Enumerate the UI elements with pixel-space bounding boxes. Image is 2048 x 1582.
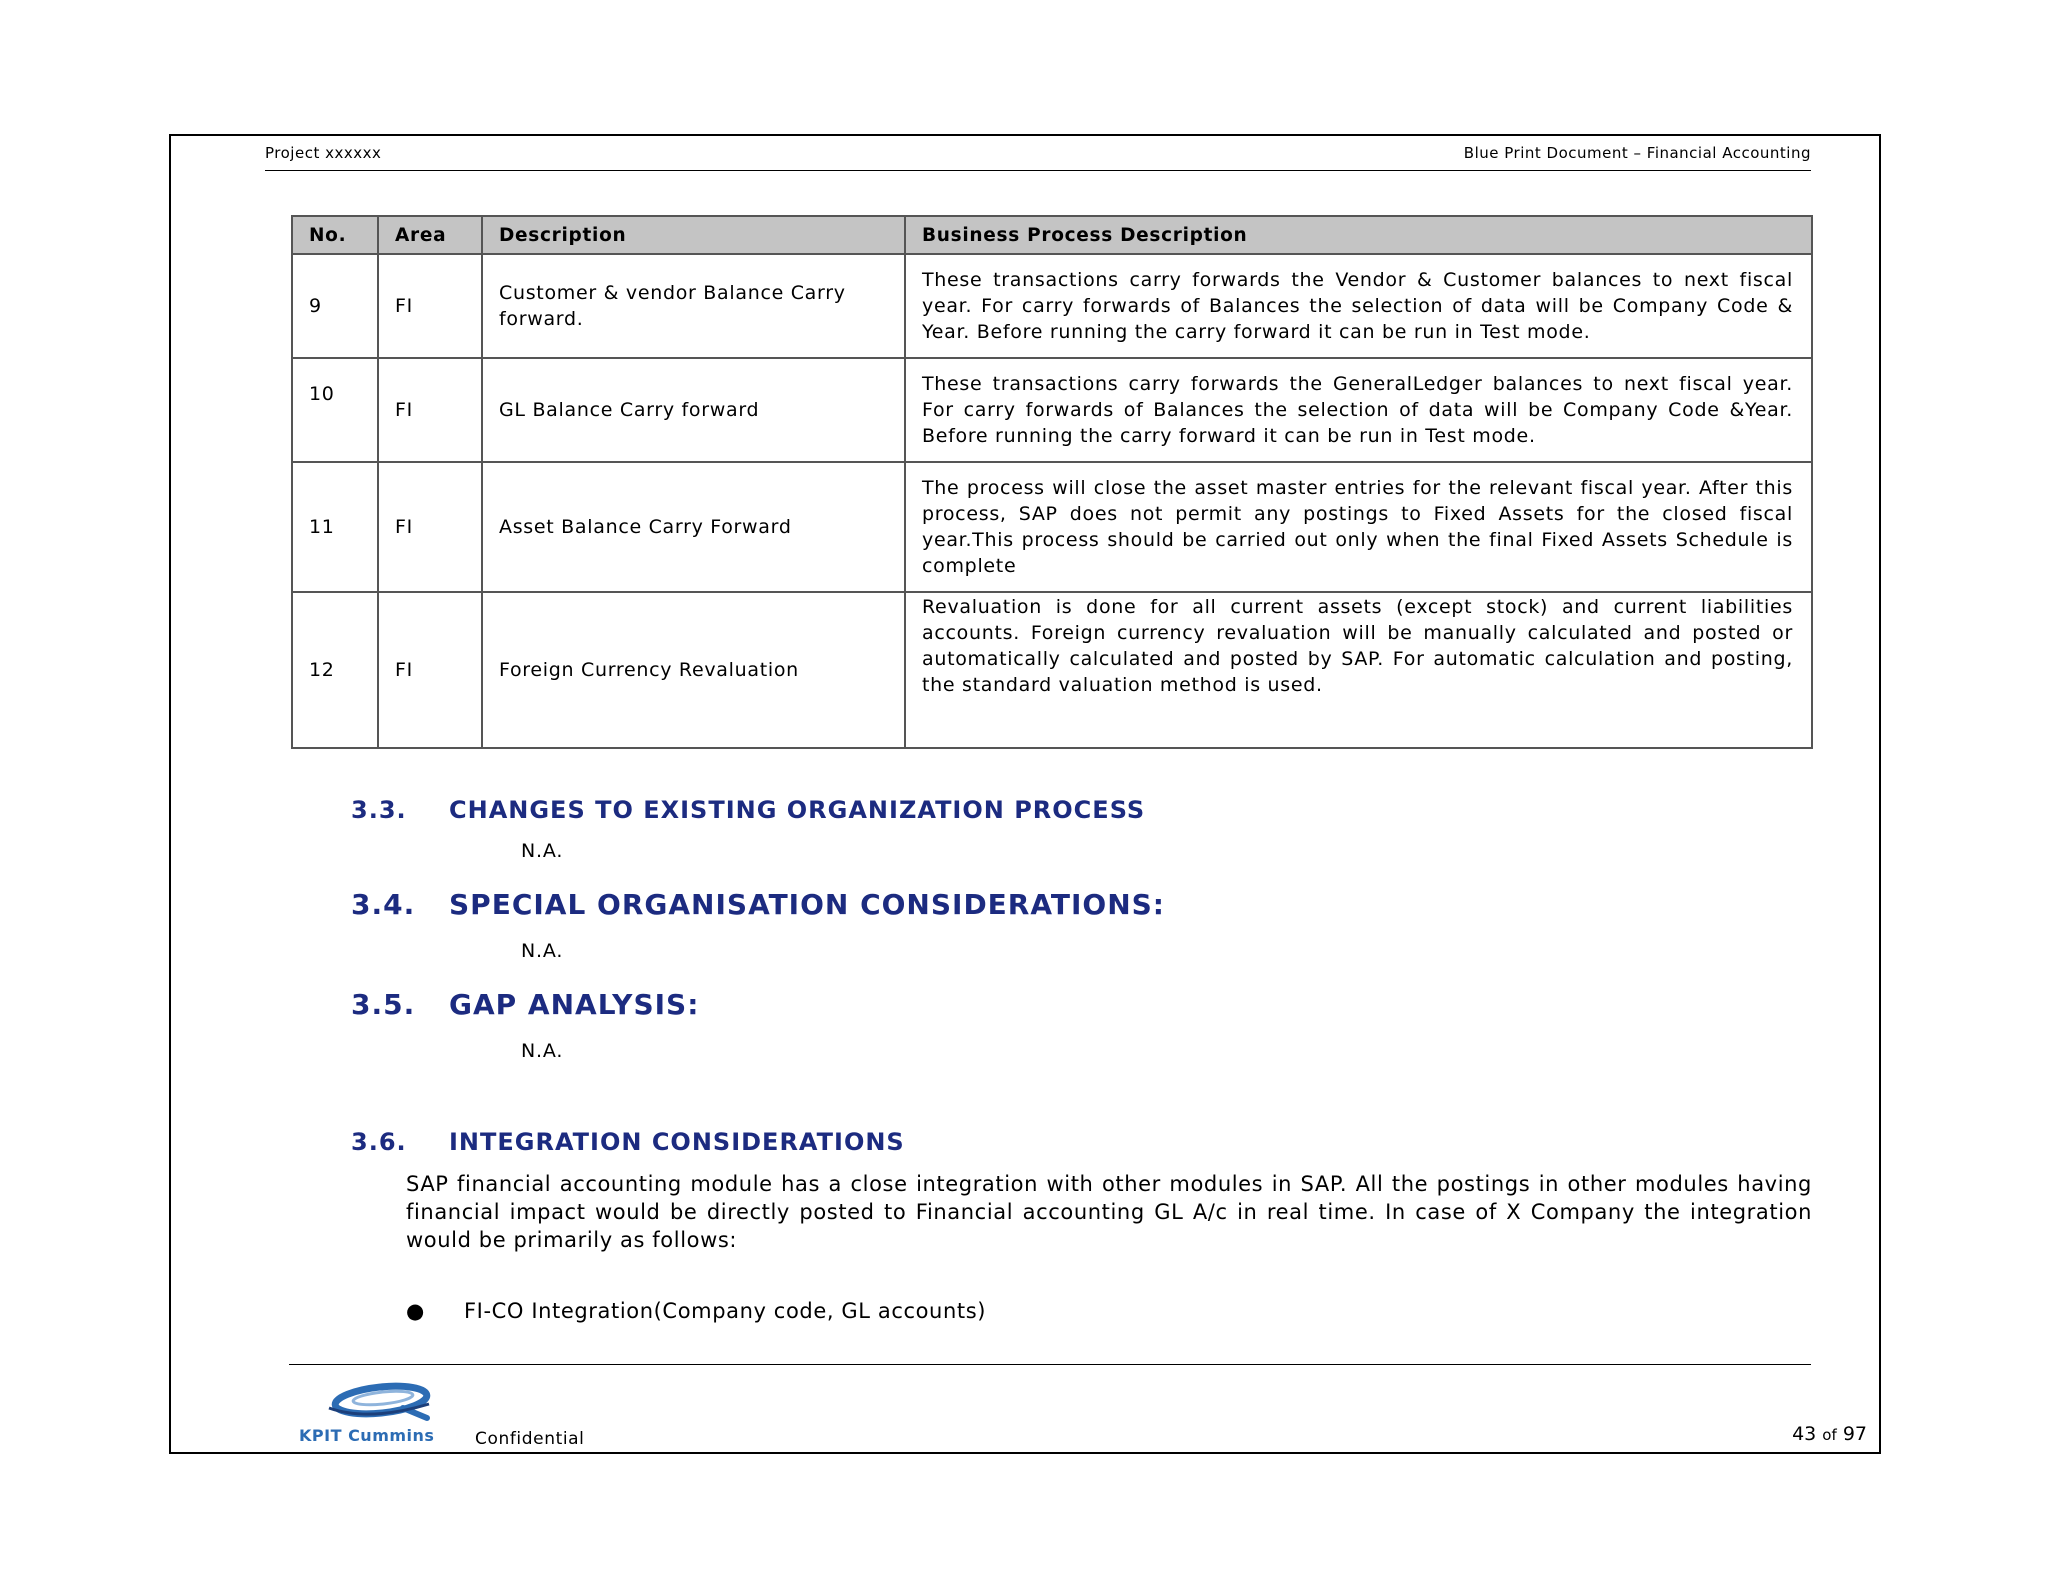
section-title: INTEGRATION CONSIDERATIONS <box>449 1128 905 1156</box>
page-of: of <box>1822 1426 1837 1444</box>
cell-no: 11 <box>292 462 378 592</box>
cell-no: 12 <box>292 592 378 748</box>
bullet-icon: ● <box>406 1299 425 1323</box>
cell-description: Foreign Currency Revaluation <box>482 592 905 748</box>
page-header <box>265 144 1811 171</box>
page-total: 97 <box>1842 1423 1867 1445</box>
section-3-5-body: N.A. <box>521 1040 564 1062</box>
cell-description: GL Balance Carry forward <box>482 358 905 462</box>
table-row <box>292 254 1812 358</box>
col-header-no: No. <box>292 216 378 254</box>
section-number: 3.5. <box>351 988 416 1021</box>
document-page <box>169 134 1881 1454</box>
table-row <box>292 358 1812 462</box>
cell-process: The process will close the asset master entries for the relevant fiscal year. After this process, SAP does not permit any postings to Fixed Assets for the closed fiscal year.This process should be carried out only when the final Fixed Assets Schedule is complete <box>905 462 1812 592</box>
section-3-3-heading <box>351 796 1145 824</box>
page-current: 43 <box>1792 1423 1817 1445</box>
col-header-area: Area <box>378 216 482 254</box>
section-number: 3.4. <box>351 888 416 921</box>
cell-process: These transactions carry forwards the Vendor & Customer balances to next fiscal year. For carry forwards of Balances the selection of data will be Company Code & Year. Before running the carry forward it can be run in Test mode. <box>905 254 1812 358</box>
cell-process: These transactions carry forwards the GeneralLedger balances to next fiscal year. For carry forwards of Balances the selection of data will be Company Code &Year. Before running the carry forward it can be run in Test mode. <box>905 358 1812 462</box>
section-3-6-heading <box>351 1128 905 1156</box>
cell-area: FI <box>378 254 482 358</box>
cell-area: FI <box>378 462 482 592</box>
section-3-4-body: N.A. <box>521 940 564 962</box>
cell-description: Asset Balance Carry Forward <box>482 462 905 592</box>
section-title: SPECIAL ORGANISATION CONSIDERATIONS: <box>449 888 1165 921</box>
section-title: GAP ANALYSIS: <box>449 988 700 1021</box>
business-process-table <box>291 215 1813 749</box>
section-3-4-heading <box>351 888 1165 921</box>
section-3-3-body: N.A. <box>521 840 564 862</box>
kpit-logo-icon <box>299 1378 459 1426</box>
cell-description: Customer & vendor Balance Carry forward. <box>482 254 905 358</box>
list-item-text: FI-CO Integration(Company code, GL accounts) <box>464 1299 987 1323</box>
col-header-description: Description <box>482 216 905 254</box>
cell-process: Revaluation is done for all current assets (except stock) and current liabilities accounts. Foreign currency revaluation will be manually calculated and posted or automatically calculated and posted by SAP. For automatic calculation and posting, the standard valuation method is used. <box>905 592 1812 748</box>
logo-wordmark: KPIT Cummins <box>299 1426 435 1445</box>
cell-area: FI <box>378 358 482 462</box>
header-document-title: Blue Print Document – Financial Accounting <box>1463 144 1811 162</box>
section-number: 3.6. <box>351 1128 407 1156</box>
col-header-process: Business Process Description <box>905 216 1812 254</box>
section-3-6-paragraph: SAP financial accounting module has a close integration with other modules in SAP. All the postings in other modules having financial impact would be directly posted to Financial accounting GL A/c in real time. In case of X Company the integration would be primarily as follows: <box>406 1172 1812 1252</box>
header-project: Project xxxxxx <box>265 144 382 162</box>
page-number <box>1792 1423 1867 1445</box>
table-row <box>292 462 1812 592</box>
footer-confidential: Confidential <box>475 1429 585 1449</box>
cell-no: 9 <box>292 254 378 358</box>
cell-no: 10 <box>292 358 378 462</box>
section-number: 3.3. <box>351 796 407 824</box>
cell-area: FI <box>378 592 482 748</box>
footer-divider <box>289 1364 1811 1365</box>
table-header-row <box>292 216 1812 254</box>
section-3-5-heading <box>351 988 699 1021</box>
table-row <box>292 592 1812 748</box>
section-title: CHANGES TO EXISTING ORGANIZATION PROCESS <box>449 796 1146 824</box>
list-item <box>406 1299 986 1323</box>
